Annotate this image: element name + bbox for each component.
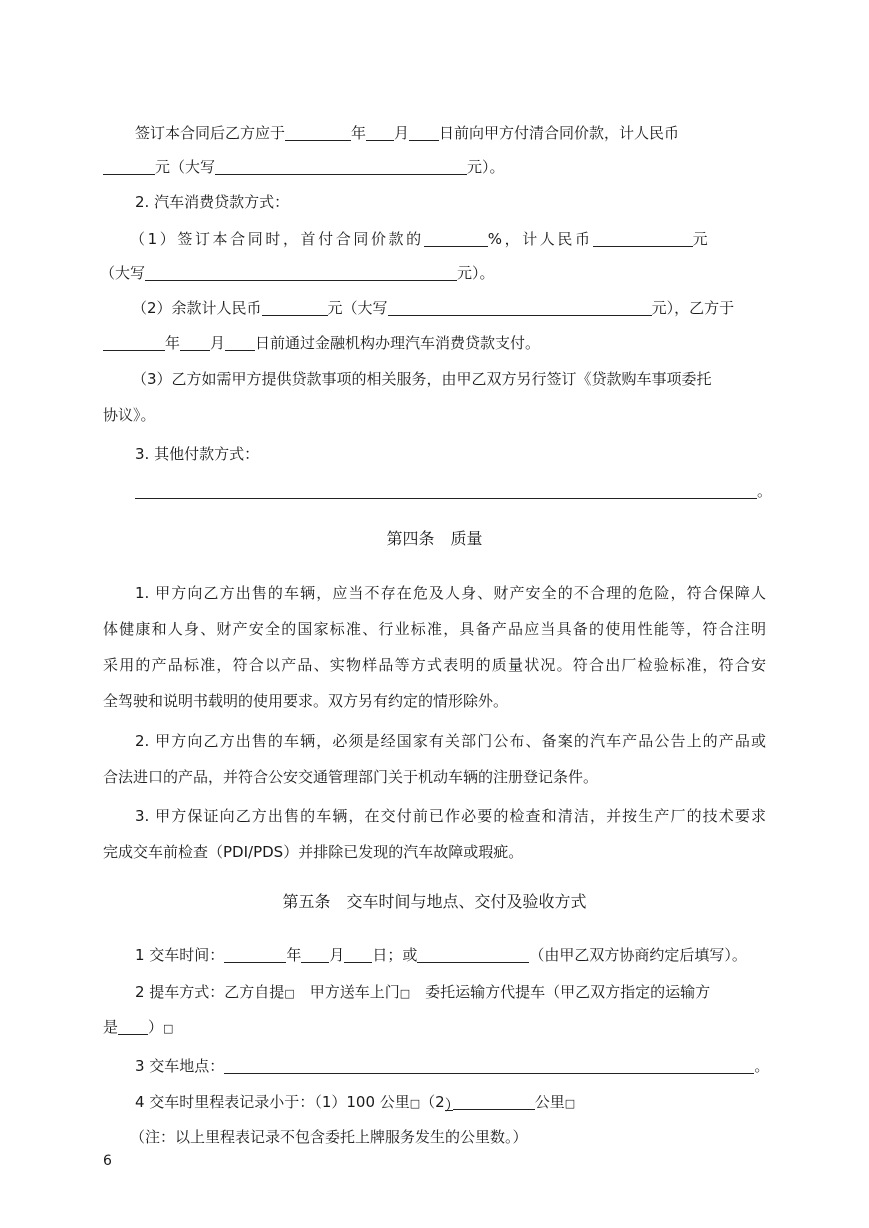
delivery-place-line: 3 交车地点： 。 (135, 1057, 770, 1075)
checkbox-seller-delivery[interactable]: □ (399, 987, 411, 1000)
quality-clause-2-line-2: 合法进口的产品，并符合公安交通管理部门关于机动车辆的注册登记条件。 (103, 768, 599, 786)
balance-line: （2）余款计人民币 元（大写 元），乙方于 (132, 299, 735, 317)
blank-delivery-alt[interactable] (417, 946, 529, 963)
payment-deadline-line: 签订本合同后乙方应于 年 月 日前向甲方付清合同价款，计人民币 (135, 124, 680, 142)
blank-down-amount[interactable] (593, 230, 693, 247)
blank-loan-month[interactable] (180, 334, 210, 351)
blank-percent[interactable] (424, 230, 488, 247)
blank-transporter[interactable] (118, 1018, 148, 1035)
blank-balance[interactable] (262, 299, 328, 316)
blank-amount-words[interactable] (215, 158, 467, 175)
quality-clause-1-line-1: 1. 甲方向乙方出售的车辆，应当不存在危及人身、财产安全的不合理的危险，符合保障人 (135, 584, 766, 602)
pickup-method-line-2: 是 ）□ (103, 1018, 174, 1036)
payment-amount-line: 元（大写 元）。 (103, 156, 869, 178)
loan-service-line: （3）乙方如需甲方提供贷款事项的相关服务，由甲乙双方另行签订《贷款购车事项委托 (132, 370, 712, 388)
blank-delivery-year[interactable] (224, 946, 286, 963)
other-payment-heading: 3. 其他付款方式： (135, 445, 260, 463)
balance-date-line: 年 月 日前通过金融机构办理汽车消费贷款支付。 (103, 332, 869, 354)
quality-clause-1-line-3: 采用的产品标准，符合以产品、实物样品等方式表明的质量状况。符合出厂检验标准，符合安 (103, 656, 766, 674)
article-4-title: 第四条 质量 (386, 529, 483, 548)
checkbox-custom-km[interactable]: □ (564, 1097, 576, 1110)
down-payment-line: （1）签订本合同时，首付合同价款的 %，计人民币 元 (130, 230, 711, 248)
checkbox-self-pickup[interactable]: □ (284, 987, 295, 1000)
blank-month[interactable] (366, 124, 394, 141)
blank-down-words[interactable] (145, 264, 457, 281)
blank-loan-year[interactable] (103, 334, 165, 351)
blank-day[interactable] (409, 124, 439, 141)
blank-delivery-place[interactable] (224, 1057, 754, 1074)
odometer-line: 4 交车时里程表记录小于：（1）100 公里□（2） 公里□ (135, 1093, 576, 1113)
checkbox-100km[interactable]: □ (409, 1097, 421, 1110)
quality-clause-3-line-1: 3. 甲方保证向乙方出售的车辆，在交付前已作必要的检查和清洁，并按生产厂的技术要求 (135, 807, 766, 825)
pickup-method-line: 2 提车方式：乙方自提□ 甲方送车上门□ 委托运输方代提车（甲乙双方指定的运输方 (135, 983, 711, 1001)
article-5-title: 第五条 交车时间与地点、交付及验收方式 (282, 892, 587, 911)
blank-other-payment[interactable] (135, 482, 757, 499)
loan-service-line-2: 协议》。 (103, 406, 156, 424)
page-number: 6 (103, 1153, 112, 1169)
blank-loan-day[interactable] (225, 334, 255, 351)
delivery-time-line: 1 交车时间： 年 月 日；或 （由甲乙双方协商约定后填写）。 (135, 946, 747, 964)
underline-segment: ） (444, 1096, 460, 1113)
checkbox-transporter[interactable]: □ (163, 1022, 174, 1035)
blank-odometer[interactable] (453, 1093, 535, 1110)
blank-delivery-day[interactable] (344, 946, 372, 963)
quality-clause-1-line-2: 体健康和人身、财产安全的国家标准、行业标准，具备产品应当具备的使用性能等，符合注明 (103, 620, 766, 638)
loan-method-heading: 2. 汽车消费贷款方式： (135, 193, 290, 211)
blank-amount[interactable] (103, 158, 155, 175)
odometer-note: （注：以上里程表记录不包含委托上牌服务发生的公里数。） (130, 1128, 528, 1146)
quality-clause-3-line-2: 完成交车前检查（PDI/PDS）并排除已发现的汽车故障或瑕疵。 (103, 843, 524, 861)
blank-balance-words[interactable] (388, 299, 652, 316)
blank-delivery-month[interactable] (301, 946, 329, 963)
quality-clause-1-line-4: 全驾驶和说明书载明的使用要求。双方另有约定的情形除外。 (103, 692, 509, 710)
other-payment-blank-line: 。 (135, 480, 869, 502)
down-payment-words-line: （大写 元）。 (100, 264, 495, 282)
quality-clause-2-line-1: 2. 甲方向乙方出售的车辆，必须是经国家有关部门公布、备案的汽车产品公告上的产品或 (135, 732, 766, 750)
blank-year[interactable] (285, 124, 351, 141)
